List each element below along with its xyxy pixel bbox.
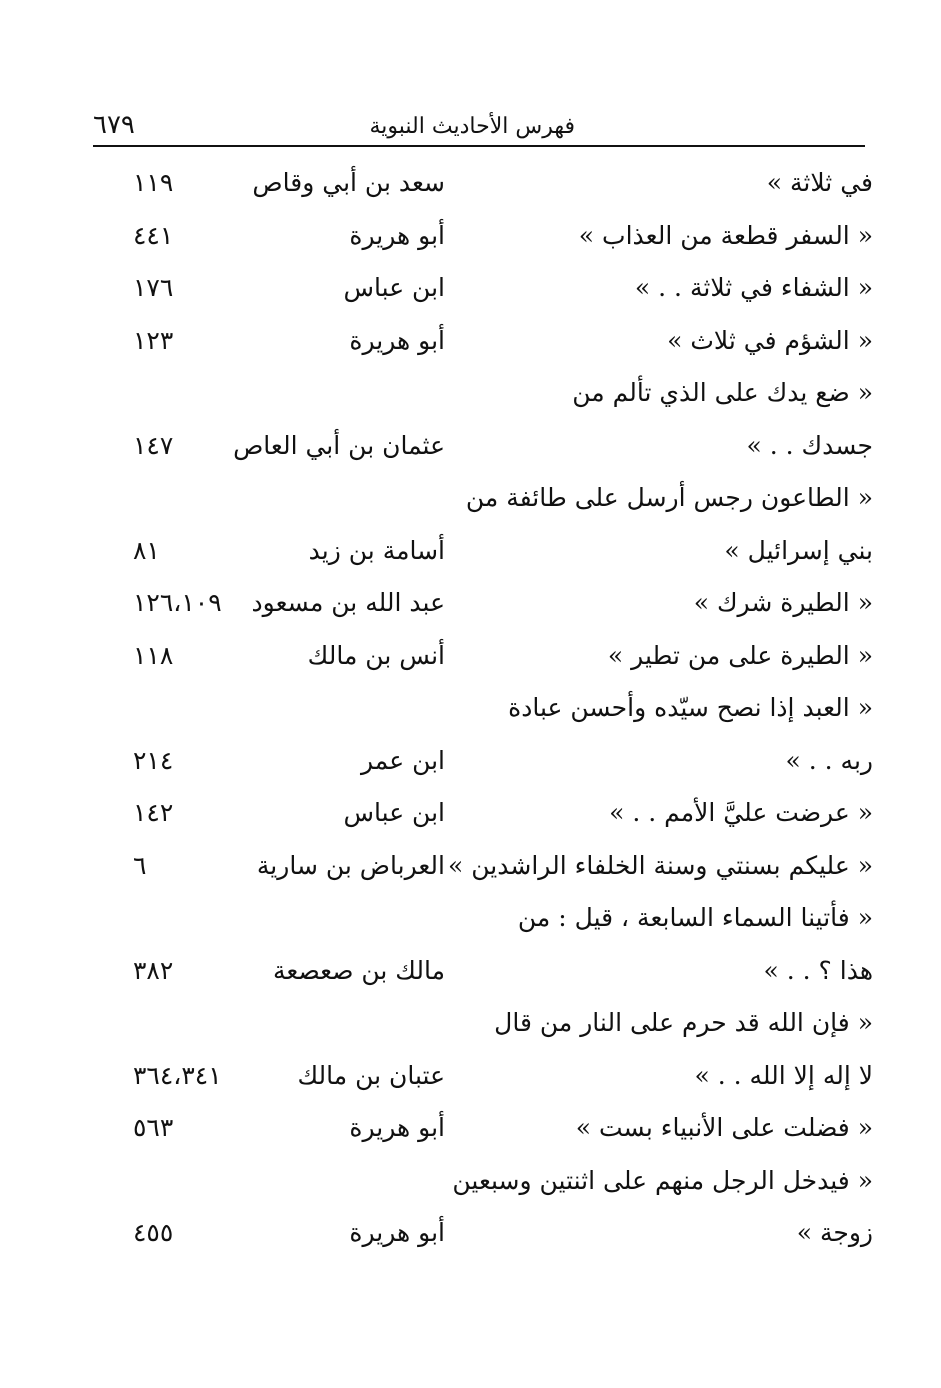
reference-number: ٥٦٣ [133, 1113, 174, 1142]
narrator: أسامة بن زيد [308, 535, 445, 565]
reference-number: ٣٦٤،٣٤١ [133, 1060, 222, 1090]
hadith-text: هذا ؟ . . » [763, 955, 873, 985]
index-entry [93, 1051, 873, 1104]
hadith-text: « السفر قطعة من العذاب » [578, 220, 873, 250]
hadith-text: جسدك . . » [746, 430, 873, 460]
reference-number: ٨١ [133, 535, 160, 565]
hadith-text: « فإن الله قد حرم على النار من قال [494, 1008, 873, 1037]
index-entry [93, 683, 873, 736]
running-head [93, 108, 865, 142]
hadith-text: « الطيرة على من تطير » [607, 640, 873, 670]
hadith-text: « عرضت عليَّ الأمم . . » [609, 798, 873, 827]
narrator: ابن عباس [343, 798, 445, 827]
narrator: أبو هريرة [349, 1113, 445, 1142]
header-rule [93, 145, 865, 147]
hadith-text: « ضع يدك على الذي تألم من [572, 378, 873, 407]
index-entry [93, 788, 873, 841]
narrator: سعد بن أبي وقاص [252, 168, 445, 197]
index-entry [93, 1156, 873, 1209]
index-entry [93, 998, 873, 1051]
reference-number: ٤٤١ [133, 220, 174, 250]
index-entry [93, 946, 873, 999]
index-entry [93, 316, 873, 369]
hadith-index-list [93, 158, 873, 1261]
index-entry [93, 893, 873, 946]
hadith-text: « فيدخل الرجل منهم على اثنتين وسبعين [452, 1165, 873, 1195]
index-entry [93, 526, 873, 579]
narrator: أبو هريرة [349, 1218, 445, 1247]
index-entry [93, 473, 873, 526]
narrator: عتبان بن مالك [297, 1060, 445, 1090]
reference-number: ٢١٤ [133, 745, 174, 775]
narrator: ابن عمر [360, 745, 445, 775]
narrator: مالك بن صعصعة [272, 955, 445, 985]
hadith-text: « فأتينا السماء السابعة ، قيل : من [517, 903, 873, 932]
index-entry [93, 1103, 873, 1156]
hadith-text: « الشفاء في ثلاثة . . » [634, 273, 873, 302]
reference-number: ٣٨٢ [133, 955, 174, 985]
narrator: أنس بن مالك [307, 640, 445, 670]
hadith-text: زوجة » [796, 1218, 873, 1247]
page-title: فهرس الأحاديث النبوية [369, 114, 575, 139]
hadith-text: « الطيرة شرك » [693, 588, 873, 617]
hadith-text: لا إله إلا الله . . » [694, 1060, 873, 1090]
index-entry [93, 263, 873, 316]
index-entry [93, 841, 873, 894]
index-entry [93, 1208, 873, 1261]
reference-number: ١٢٣ [133, 325, 174, 355]
index-entry [93, 631, 873, 684]
index-entry [93, 158, 873, 211]
reference-number: ٤٥٥ [133, 1218, 174, 1247]
narrator: ابن عباس [343, 273, 445, 302]
reference-number: ١٤٢ [133, 798, 174, 827]
hadith-text: « الطاعون رجس أرسل على طائفة من [465, 483, 873, 512]
reference-number: ١٧٦ [133, 273, 174, 302]
reference-number: ١١٨ [133, 640, 174, 670]
hadith-text: « فضلت على الأنبياء بست » [575, 1113, 873, 1142]
hadith-text: ربه . . » [785, 745, 873, 775]
narrator: أبو هريرة [349, 220, 445, 250]
reference-number: ١٤٧ [133, 430, 174, 460]
hadith-text: في ثلاثة » [766, 168, 873, 197]
index-entry [93, 368, 873, 421]
narrator: العرباض بن سارية [256, 850, 445, 880]
narrator: عثمان بن أبي العاص [233, 430, 445, 460]
hadith-text: « العبد إذا نصح سيّده وأحسن عبادة [508, 693, 873, 722]
hadith-text: بني إسرائيل » [724, 535, 873, 565]
hadith-text: « عليكم بسنتي وسنة الخلفاء الراشدين » [448, 850, 873, 880]
reference-number: ١٢٦،١٠٩ [133, 588, 222, 617]
narrator: أبو هريرة [349, 325, 445, 355]
page-number: ٦٧٩ [93, 110, 135, 140]
index-entry [93, 736, 873, 789]
index-entry [93, 211, 873, 264]
narrator: عبد الله بن مسعود [251, 588, 445, 617]
index-entry [93, 421, 873, 474]
reference-number: ١١٩ [133, 168, 174, 197]
reference-number: ٦ [133, 850, 147, 880]
index-entry [93, 578, 873, 631]
hadith-text: « الشؤم في ثلاث » [667, 325, 873, 355]
